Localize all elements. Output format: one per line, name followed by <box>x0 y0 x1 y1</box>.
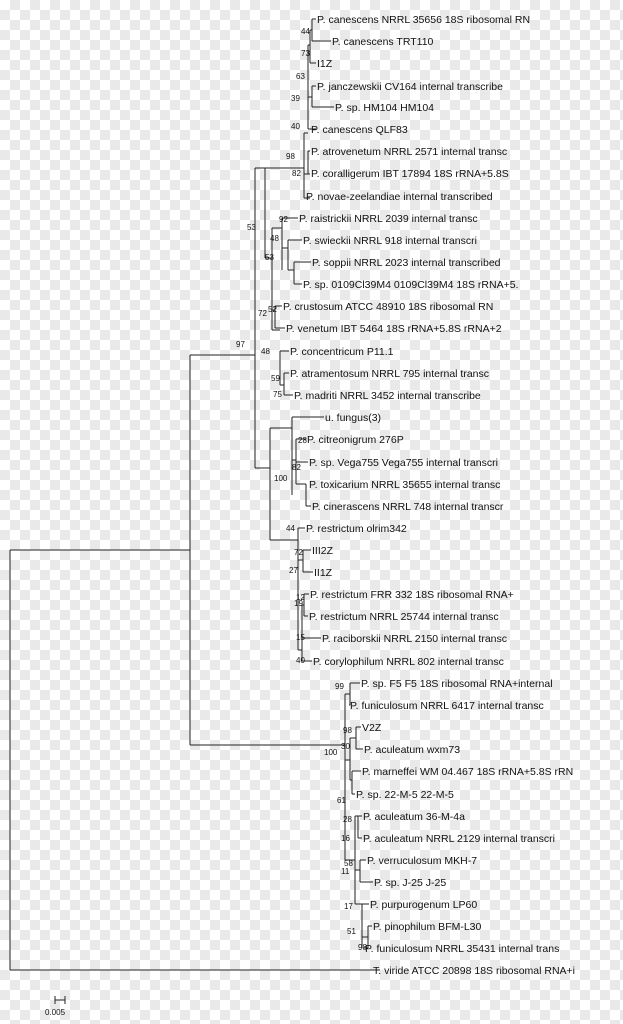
support-value: 17 <box>344 902 353 911</box>
tree-branches <box>10 19 380 970</box>
leaf-label: P. crustosum ATCC 48910 18S ribosomal RN <box>283 301 494 313</box>
leaf-labels <box>283 14 575 977</box>
leaf-label: P. raciborskii NRRL 2150 internal transc <box>322 633 508 645</box>
support-value: 75 <box>273 390 282 399</box>
support-value: 53 <box>265 253 274 262</box>
support-value: 40 <box>291 122 300 131</box>
support-value: 28 <box>298 436 307 445</box>
support-value: 11 <box>341 867 350 876</box>
leaf-label: P. raistrickii NRRL 2039 internal transc <box>299 213 478 225</box>
leaf-label: P. soppii NRRL 2023 internal transcribed <box>312 257 501 269</box>
leaf-label: P. restrictum olrim342 <box>306 523 407 535</box>
support-value: 39 <box>291 94 300 103</box>
support-value: 73 <box>301 49 310 58</box>
support-value: 98 <box>286 152 295 161</box>
leaf-label: P. funiculosum NRRL 35431 internal trans <box>365 943 560 955</box>
support-value: 44 <box>301 27 310 36</box>
support-value: 28 <box>343 815 352 824</box>
leaf-label: P. canescens TRT110 <box>332 36 434 48</box>
support-value: 92 <box>279 215 288 224</box>
leaf-label: P. janczewskii CV164 internal transcribe <box>317 81 503 93</box>
leaf-label: P. atramentosum NRRL 795 internal transc <box>290 368 490 380</box>
leaf-label: P. aculeatum 36-M-4a <box>363 811 465 823</box>
leaf-label: P. corylophilum NRRL 802 internal transc <box>313 656 504 668</box>
leaf-label: P. atrovenetum NRRL 2571 internal transc <box>311 146 508 158</box>
leaf-label: P. novae-zeelandiae internal transcribed <box>306 191 493 203</box>
support-value: 15 <box>296 633 305 642</box>
leaf-label: P. cinerascens NRRL 748 internal transcr <box>312 501 504 513</box>
scale-bar <box>45 996 66 1017</box>
support-value: 58 <box>344 859 353 868</box>
leaf-label: P. citreonigrum 276P <box>307 434 404 446</box>
support-value: 53 <box>247 223 256 232</box>
leaf-label: u. fungus(3) <box>325 412 382 424</box>
support-value: 98 <box>343 726 352 735</box>
leaf-label: P. sp. F5 F5 18S ribosomal RNA+internal <box>361 678 553 690</box>
support-value: 63 <box>296 72 305 81</box>
support-value: 44 <box>286 524 295 533</box>
leaf-label: P. canescens NRRL 35656 18S ribosomal RN <box>317 14 531 26</box>
leaf-label: P. purpurogenum LP60 <box>370 899 478 911</box>
support-value: 99 <box>335 682 344 691</box>
support-value: 98 <box>358 943 367 952</box>
leaf-label: P. concentricum P11.1 <box>290 346 394 358</box>
leaf-label: T. viride ATCC 20898 18S ribosomal RNA+i <box>373 965 576 977</box>
leaf-label: V2Z <box>362 722 382 734</box>
support-value: 72 <box>258 309 267 318</box>
support-value: 100 <box>324 748 338 757</box>
leaf-label: P. sp. 0109Cl39M4 0109Cl39M4 18S rRNA+5. <box>303 279 519 291</box>
leaf-label: III2Z <box>312 545 334 557</box>
leaf-label: P. madriti NRRL 3452 internal transcribe <box>294 390 481 402</box>
support-value: 27 <box>289 566 298 575</box>
support-value: 48 <box>261 347 270 356</box>
support-value: 12 <box>296 593 305 602</box>
leaf-label: P. toxicarium NRRL 35655 internal transc <box>309 479 501 491</box>
support-value: 82 <box>292 169 301 178</box>
scale-bar-line <box>55 996 65 1004</box>
support-value: 100 <box>274 474 288 483</box>
leaf-label: P. swieckii NRRL 918 internal transcri <box>303 235 477 247</box>
leaf-label: P. aculeatum wxm73 <box>364 744 461 756</box>
leaf-label: II1Z <box>314 567 333 579</box>
leaf-label: P. marneffei WM 04.467 18S rRNA+5.8S rRN <box>362 766 574 778</box>
scale-bar-label: 0.005 <box>45 1008 66 1017</box>
leaf-label: P. pinophilum BFM-L30 <box>373 921 482 933</box>
support-value: 52 <box>268 305 277 314</box>
support-value: 82 <box>292 463 301 472</box>
leaf-label: I1Z <box>317 58 333 70</box>
leaf-label: P. venetum IBT 5464 18S rRNA+5.8S rRNA+2 <box>286 323 502 335</box>
leaf-label: P. sp. Vega755 Vega755 internal transcri <box>309 457 498 469</box>
leaf-label: P. restrictum NRRL 25744 internal transc <box>309 611 499 623</box>
support-value: 40 <box>296 656 305 665</box>
support-value: 16 <box>341 834 350 843</box>
leaf-label: P. coralligerum IBT 17894 18S rRNA+5.8S <box>311 168 509 180</box>
leaf-label: P. sp. HM104 HM104 <box>335 102 435 114</box>
support-value: 59 <box>271 374 280 383</box>
leaf-label: P. sp. J-25 J-25 <box>374 877 447 889</box>
support-value: 30 <box>341 742 350 751</box>
leaf-label: P. canescens QLF83 <box>311 124 408 136</box>
support-value: 51 <box>347 927 356 936</box>
leaf-label: P. funiculosum NRRL 6417 internal transc <box>350 700 544 712</box>
support-value: 97 <box>236 340 245 349</box>
support-value: 19 <box>294 599 303 608</box>
support-value: 72 <box>294 548 303 557</box>
leaf-label: P. restrictum FRR 332 18S ribosomal RNA+ <box>310 589 514 601</box>
leaf-label: P. aculeatum NRRL 2129 internal transcri <box>363 833 556 845</box>
support-value: 48 <box>270 234 279 243</box>
support-value: 61 <box>337 796 346 805</box>
leaf-label: P. verruculosum MKH-7 <box>367 855 478 867</box>
leaf-label: P. sp. 22-M-5 22-M-5 <box>356 789 454 801</box>
